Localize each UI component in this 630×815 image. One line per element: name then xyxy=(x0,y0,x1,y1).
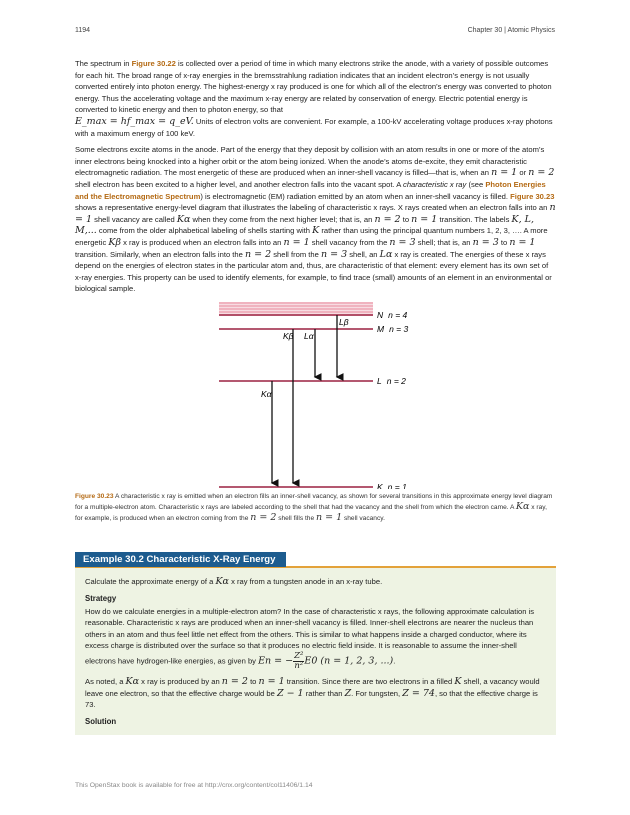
caption-label: Figure 30.23 xyxy=(75,492,114,500)
link-photon-energies[interactable]: Photon Energies and the Electromagnetic Spectrum xyxy=(75,179,546,201)
strategy-text: How do we calculate energies in a multiple-electron atom? In the case of characteristic x rays, the following approximate calculation is reasonable. Characteristic x rays are produced when an inner-shell vacancy is filled. Inner-shell electrons are nearer the nucleus than others in an atom and thus feel little net effect from the others. This is similar to what happens inside a charged conductor, where its excess charge is distributed over the surface so that it produces no electric field inside. It is reasonable to assume the inner-shell electrons have hydrogen-like energies, as given by En = − $\frac{\text{Z²}}{\text{n²}}$ E0 (n = 1, 2, 3, ...). xyxy=(85,606,535,671)
label-kbeta: Kβ xyxy=(283,330,294,341)
level-label-n1: K n = 1 xyxy=(377,481,407,489)
figure-caption: Figure 30.23 A characteristic x ray is emitted when an electron fills an inner-shell vacancy, as shown for several transitions in this approximate energy level diagram for a multiple-electron atom. Characteristic x rays are labeled according to the shell that had the vacancy and the shell from which the electron came. A Kα x ray, for example, is produced when an electron coming from the n = 2 shell fills the n = 1 shell vacancy. xyxy=(75,492,553,523)
main-content xyxy=(75,58,556,524)
solution-heading: Solution xyxy=(85,716,117,726)
equation-emax: E_max = hf_max = q_eV. xyxy=(75,115,194,127)
equation-fraction: $\frac{\text{Z²}}{\text{n²}}$ xyxy=(294,650,304,671)
page-number: 1194 xyxy=(75,27,91,34)
level-label-n3: M n = 3 xyxy=(377,323,409,334)
label-lalpha: Lα xyxy=(304,330,314,341)
paragraph-1: The spectrum in Figure 30.22 is collected over a period of time in which many electrons strike the anode, with a variety of possible outcomes for each hit. The broad range of x-ray energies in the bremsstrahlung radiation indicates that an incident electron’s energy is not usually converted entirely into photon energy. The highest-energy x ray produced is one for which all of the electron’s energy was converted to photon energy. Thus the accelerating voltage and the maximum x-ray energy are related by conservation of energy. Electric potential energy is converted to kinetic energy and then to photon energy, so that E_max = hf_max = q_eV. Units of electron volts are convenient. For example, a 100-kV accelerating voltage produces x-ray photons with a maximum energy of 100 keV. xyxy=(75,59,553,138)
strategy-heading: Strategy xyxy=(85,593,117,603)
chapter-title: Chapter 30 | Atomic Physics xyxy=(467,27,555,34)
equation-en-rhs: E0 (n = 1, 2, 3, ...) xyxy=(304,655,394,667)
label-kalpha: Kα xyxy=(261,388,272,399)
level-label-n2: L n = 2 xyxy=(377,375,406,386)
equation-en-lhs: En = − xyxy=(258,655,294,667)
example-box xyxy=(75,549,556,735)
example-intro: Calculate the approximate energy of a Kα x ray from a tungsten anode in an x-ray tube. xyxy=(85,576,383,587)
label-lbeta: Lβ xyxy=(339,316,349,327)
level-label-n4: N n = 4 xyxy=(377,309,408,320)
example-body xyxy=(75,568,556,735)
noted-text: As noted, a Kα x ray is produced by an n = 2 to n = 1 transition. Since there are two electrons in a filled K shell, a vacancy would leave one electron, so that the effective charge would be Z − 1 rather than Z. For tungsten, Z = 74, so that the effective charge is 73. xyxy=(85,675,540,710)
footer-text: This OpenStax book is available for free at http://cnx.org/content/col11406/1.14 xyxy=(75,782,313,789)
energy-level-svg xyxy=(75,301,556,489)
energy-level-diagram xyxy=(75,301,556,489)
figure-link-30-23[interactable]: Figure 30.23 xyxy=(510,191,555,201)
paragraph-2: Some electrons excite atoms in the anode. Part of the energy that they deposit by collision with an atom results in one or more of the atom’s inner electrons being knocked into a higher orbit or the atom being ionized. When the anode’s atoms de-excite, they emit characteristic electromagnetic radiation. The most energetic of these are produced when an inner-shell vacancy is filled—that is, when an n = 1 or n = 2 shell electron has been excited to a higher level, and another electron falls into the vacant spot. A characteristic x ray (see Photon Energies and the Electromagnetic Spectrum) is electromagnetic (EM) radiation emitted by an atom when an inner-shell vacancy is filled. Figure 30.23 shows a representative energy-level diagram that illustrates the labeling of characteristic x rays. X rays created when an electron falls into an n = 1 shell vacancy are called Kα when they come from the next higher level; that is, an n = 2 to n = 1 transition. The labels K, L, M,... come from the older alphabetical labeling of shells starting with K rather than using the principal quantum numbers 1, 2, 3, …. A more energetic Kβ x ray is produced when an electron falls into an n = 1 shell vacancy from the n = 3 shell; that is, an n = 3 to n = 1 transition. Similarly, when an electron falls into the n = 2 shell from the n = 3 shell, an Lα x ray is created. The energies of these x rays depend on the energies of electron states in the particular atom and, thus, are characteristic of that element: every element has its own set of x-ray energies. This property can be used to identify elements, for example, to find trace (small) amounts of an element in an environmental or biological sample. xyxy=(75,145,556,294)
example-title: Example 30.2 Characteristic X-Ray Energy xyxy=(75,552,286,567)
figure-link-30-22[interactable]: Figure 30.22 xyxy=(131,59,176,68)
upper-band xyxy=(219,302,373,316)
term-characteristic-x-ray: characteristic x ray xyxy=(403,179,467,189)
